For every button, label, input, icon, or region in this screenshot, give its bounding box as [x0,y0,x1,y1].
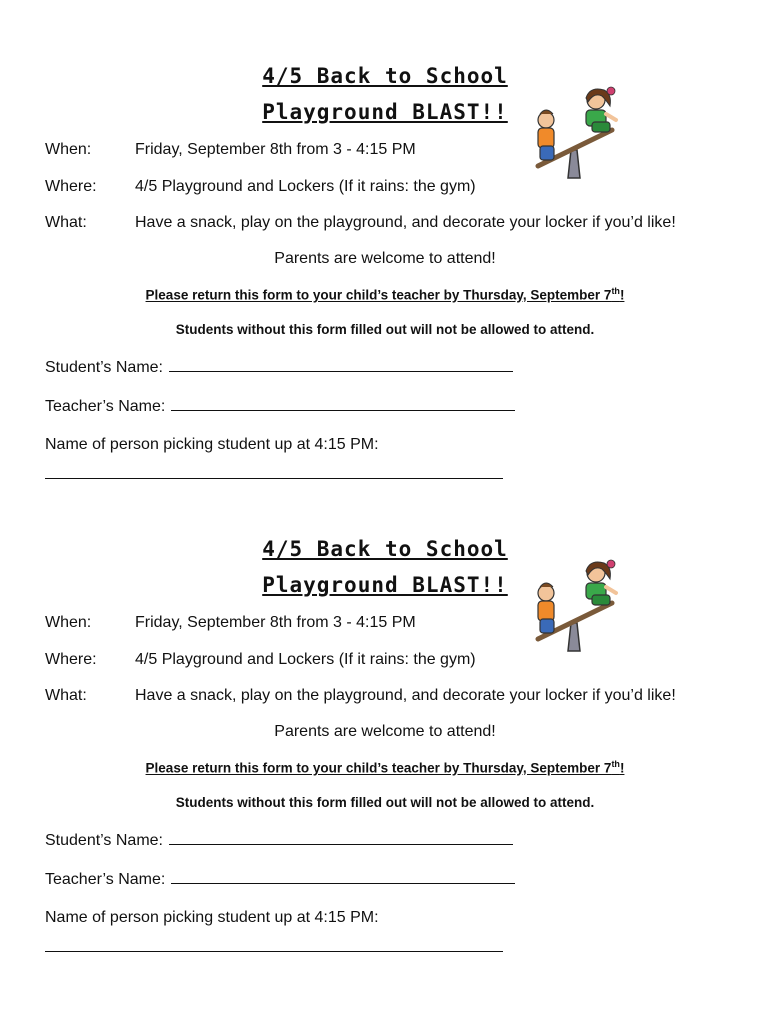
student-name-line[interactable] [169,830,513,845]
return-sup: th [611,286,620,296]
kids-seesaw-icon [532,78,622,183]
student-name-label: Student’s Name: [45,359,163,376]
what-value: Have a snack, play on the playground, and decorate your locker if you’d like! [135,687,676,704]
return-instructions [0,286,770,303]
return-sup: th [611,759,620,769]
student-name-label: Student’s Name: [45,832,163,849]
pickup-person-field [45,909,379,927]
teacher-name-field [45,396,515,416]
teacher-name-field [45,869,515,889]
kids-seesaw-icon [532,551,622,656]
teacher-name-label: Teacher’s Name: [45,871,166,888]
where-value: 4/5 Playground and Lockers (If it rains: the gym) [135,178,476,195]
return-text: Please return this form to your child’s teacher by Thursday, September 7 [145,760,612,776]
when-value: Friday, September 8th from 3 - 4:15 PM [135,614,416,631]
attendance-warning: Students without this form filled out will not be allowed to attend. [175,322,595,337]
where-label: Where: [45,178,97,195]
title-line-2: Playground BLAST!! [262,573,508,597]
where-value: 4/5 Playground and Lockers (If it rains: the gym) [135,651,476,668]
teacher-name-line[interactable] [171,396,515,411]
return-instructions [0,759,770,776]
when-label: When: [45,141,92,158]
where-label: Where: [45,651,97,668]
pickup-person-line[interactable] [45,951,503,952]
return-end: ! [619,760,625,776]
what-label: What: [45,687,87,704]
attendance-warning: Students without this form filled out will not be allowed to attend. [175,795,595,810]
return-text: Please return this form to your child’s teacher by Thursday, September 7 [145,287,612,303]
title-line-1: 4/5 Back to School [262,64,508,88]
what-label: What: [45,214,87,231]
pickup-person-label: Name of person picking student up at 4:15 PM: [45,909,379,926]
title-line-1: 4/5 Back to School [262,537,508,561]
student-name-line[interactable] [169,357,513,372]
when-label: When: [45,614,92,631]
student-name-field [45,357,513,377]
teacher-name-line[interactable] [171,869,515,884]
pickup-person-field [45,436,379,454]
teacher-name-label: Teacher’s Name: [45,398,166,415]
flyer-top [0,0,770,470]
title-line-2: Playground BLAST!! [262,100,508,124]
parents-note: Parents are welcome to attend! [274,723,496,740]
what-value: Have a snack, play on the playground, and decorate your locker if you’d like! [135,214,676,231]
student-name-field [45,830,513,850]
return-end: ! [619,287,625,303]
flyer-bottom [0,473,770,943]
parents-note: Parents are welcome to attend! [274,250,496,267]
when-value: Friday, September 8th from 3 - 4:15 PM [135,141,416,158]
pickup-person-label: Name of person picking student up at 4:15 PM: [45,436,379,453]
